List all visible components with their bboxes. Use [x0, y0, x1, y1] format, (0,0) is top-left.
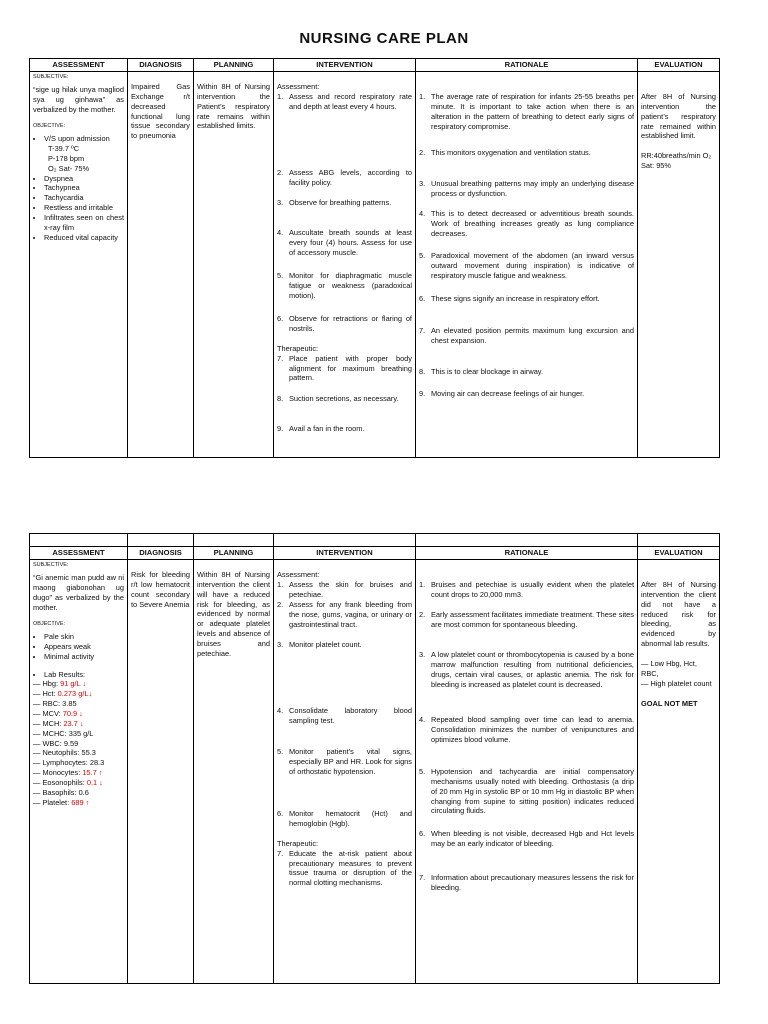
therapeutic-head: Therapeutic: — [277, 838, 319, 848]
planning-cell: Within 8H of Nursing intervention the client will have a reduced risk for bleeding, as evidenced by normal or adequate platelet levels and absence of bruises and petechiae. — [194, 560, 274, 984]
evaluation-text: After 8H of Nursing intervention the client did not have a reduced risk for bleeding, as evidenced by abnormal lab results. — [641, 580, 716, 649]
objective-item: • Reduced vital capacity — [44, 233, 124, 243]
vs-item — [44, 134, 124, 173]
lab-result-item: — MCV: 70.9 ↓ — [33, 709, 83, 718]
rationale-item: 4. This is to detect decreased or adventitious breath sounds. Work of breathing increases greatly as lung compliance decreases. — [419, 209, 634, 238]
diagnosis-cell: Risk for bleeding r/t low hematocrit count secondary to Severe Anemia — [128, 560, 194, 984]
evaluation-cell — [638, 560, 720, 984]
lab-value: 3.85 — [62, 699, 77, 709]
rationale-item: 9. Moving air can decrease feelings of air hunger. — [419, 389, 585, 399]
lab-name: Lymphocytes: — [42, 758, 90, 768]
lab-name: Hbg: — [42, 679, 61, 689]
subjective-label: SUBJECTIVE: — [33, 562, 69, 569]
lab-result-item: — Neutophils: 55.3 — [33, 748, 96, 758]
lab-result-item: — Basophils: 0.6 — [33, 787, 89, 797]
lab-name: MCV: — [42, 709, 63, 718]
lab-value: 55.3 — [81, 748, 96, 758]
assessment-cell — [30, 560, 128, 984]
objective-item: • Appears weak — [44, 642, 124, 652]
lab-name: Platelet: — [42, 797, 72, 807]
intervention-item: 4. Consolidate laboratory blood sampling test. — [277, 705, 412, 725]
objective-item: • Infiltrates seen on chest x-ray film — [44, 213, 124, 233]
lab-result-item: — Hct: 0.273 g/L↓ — [33, 689, 93, 699]
lab-value: 28.3 — [89, 758, 105, 768]
rationale-item: 5. Hypotension and tachycardia are initial compensatory mechanisms usually noted with bleeding. Orthostasis (a drip of 20 mm Hg in systolic BP or 10 mm Hg in diastolic BP when changing from supine to sitting position) indicates reduced circulating fluids. — [419, 767, 634, 816]
intervention-item: 2. Assess for any frank bleeding from the nose, gums, vagina, or urinary or gastrointestinal tract. — [277, 599, 412, 629]
lab-value: 15.7 ↑ — [82, 768, 103, 778]
lab-result-item: — Hbg: 91 g/L ↓ — [33, 679, 87, 689]
evaluation-list — [641, 659, 716, 689]
header-evaluation: EVALUATION — [638, 547, 720, 560]
lab-name: MCHC: — [42, 728, 69, 738]
intervention-item: 6. Observe for retractions or flaring of nostrils. — [277, 313, 412, 333]
care-plan-table-2 — [29, 533, 720, 984]
header-diagnosis: DIAGNOSIS — [128, 59, 194, 72]
lab-result-item: — RBC: 3.85 — [33, 699, 77, 709]
lab-value: 91 g/L ↓ — [60, 679, 87, 689]
objective-label: OBJECTIVE: — [33, 122, 66, 129]
lab-name: Monocytes: — [42, 768, 83, 778]
rationale-list — [419, 92, 634, 399]
objective-list — [33, 632, 124, 679]
objective-item: • Restless and irritable — [44, 203, 124, 213]
intervention-item: 3. Observe for breathing patterns. — [277, 197, 392, 207]
rationale-item: 7. Information about precautionary measures lessens the risk for bleeding. — [419, 873, 634, 892]
lab-name: Neutophils: — [42, 748, 82, 758]
intervention-item: 4. Auscultate breath sounds at least every four (4) hours. Assess for use of accessory muscle. — [277, 227, 412, 257]
vs-line: P-178 bpm — [48, 153, 85, 163]
intervention-item: 1. Assess the skin for bruises and petechiae. — [277, 579, 412, 599]
header-row — [30, 547, 720, 560]
intervention-item: 5. Monitor patient’s vital signs, especially BP and HR. Look for signs of orthostatic hypotension. — [277, 746, 412, 776]
header-row — [30, 59, 720, 72]
intervention-item: 9. Avail a fan in the room. — [277, 423, 365, 433]
rationale-item: 2. This monitors oxygenation and ventilation status. — [419, 148, 591, 158]
goal-status: GOAL NOT MET — [641, 698, 698, 708]
intervention-list — [277, 580, 412, 839]
lab-results-list — [33, 679, 124, 807]
lab-name: RBC: — [42, 699, 63, 709]
rationale-item: 1. The average rate of respiration for infants 25-55 breaths per minute. It is important to take action when there is an alteration in the pattern of breathing to detect early signs of respiratory compromise. — [419, 92, 634, 131]
rationale-list — [419, 580, 634, 893]
header-assessment: ASSESSMENT — [30, 547, 128, 560]
rationale-item: 2. Early assessment facilitates immediate treatment. These sites are most common for spontaneous bleeding. — [419, 610, 634, 629]
evaluation-item: — High platelet count — [641, 678, 712, 688]
lab-name: Hct: — [42, 689, 58, 699]
lab-result-item: — Monocytes: 15.7 ↑ — [33, 768, 103, 778]
subjective-label: SUBJECTIVE: — [33, 74, 69, 81]
plan-row — [30, 72, 720, 458]
lab-value: 335 g/L — [68, 728, 94, 738]
vs-line: T-39.7 ºC — [48, 144, 80, 154]
vs-head: V/S upon admission — [44, 134, 110, 144]
intervention-item: 7. Educate the at-risk patient about precautionary measures to prevent tissue trauma or disruption of the normal clotting mechanisms. — [277, 848, 412, 888]
care-plan-table-1 — [29, 58, 720, 458]
lab-name: MCH: — [42, 718, 64, 728]
rationale-item: 3. Unusual breathing patterns may imply an underlying disease process or dysfunction. — [419, 179, 634, 198]
rationale-item: 5. Paradoxical movement of the abdomen (an inward versus outward movement during inspiration) is indicative of respiratory muscle fatigue and weakness. — [419, 251, 634, 280]
objective-item: • Pale skin — [44, 632, 124, 642]
intervention-cell — [274, 560, 416, 984]
lab-name: WBC: — [42, 738, 64, 748]
header-intervention: INTERVENTION — [274, 59, 416, 72]
evaluation-cell — [638, 72, 720, 458]
intervention-item: 6. Monitor hematocrit (Hct) and hemoglobin (Hgb). — [277, 808, 412, 828]
lab-name: Eosonophils: — [42, 777, 87, 787]
objective-item: • Tachycardia — [44, 193, 124, 203]
intervention-item: 2. Assess ABG levels, according to facility policy. — [277, 167, 412, 187]
rationale-item: 6. These signs signify an increase in respiratory effort. — [419, 294, 600, 304]
therapeutic-list — [277, 354, 412, 434]
header-assessment: ASSESSMENT — [30, 59, 128, 72]
header-intervention: INTERVENTION — [274, 547, 416, 560]
evaluation-values: RR:40breaths/min O₂ Sat: 95% — [641, 151, 712, 171]
rationale-item: 3. A low platelet count or thrombocytopenia is caused by a bone marrow malfunction resulting from nutritional deficiencies, drugs, certain viral causes, or aplastic anemia. The risk for bleeding is increased as platelet count is decreased. — [419, 650, 634, 689]
blank-row — [30, 534, 720, 547]
therapeutic-head: Therapeutic: — [277, 343, 319, 353]
lab-head: • Lab Results: — [44, 670, 124, 680]
lab-value: 70.9 ↓ — [62, 709, 83, 718]
lab-result-item: — MCH: 23.7 ↓ — [33, 718, 84, 728]
objective-item: • Dyspnea — [44, 174, 124, 184]
page-title: NURSING CARE PLAN — [299, 30, 469, 47]
subjective-text: “sige ug hilak unya magliod sya ug ginhawa” as verbalized by the mother. — [33, 85, 124, 115]
rationale-item: 6. When bleeding is not visible, decreased Hgb and Hct levels may be an early indicator of bleeding. — [419, 829, 634, 848]
objective-item: • Tachypnea — [44, 183, 124, 193]
lab-result-item: — MCHC: 335 g/L — [33, 728, 94, 738]
intervention-item: 3. Monitor platelet count. — [277, 639, 362, 649]
rationale-item: 1. Bruises and petechiae is usually evident when the platelet count drops to 20,000 mm3. — [419, 580, 634, 599]
intervention-item: 8. Suction secretions, as necessary. — [277, 393, 399, 403]
header-evaluation: EVALUATION — [638, 59, 720, 72]
therapeutic-list — [277, 849, 412, 888]
lab-value: 0.1 ↓ — [86, 777, 103, 787]
evaluation-item: — Low Hbg, Hct, RBC, — [641, 659, 697, 678]
rationale-cell — [416, 72, 638, 458]
lab-value: 23.7 ↓ — [63, 718, 84, 728]
header-planning: PLANNING — [194, 59, 274, 72]
intervention-item: 5. Monitor for diaphragmatic muscle fatigue or weakness (paradoxical motion). — [277, 270, 412, 300]
rationale-item: 8. This is to clear blockage in airway. — [419, 367, 543, 377]
diagnosis-cell: Impaired Gas Exchange r/t decreased functional lung tissue secondary to pneumonia — [128, 72, 194, 458]
lab-result-item: — Lymphocytes: 28.3 — [33, 758, 105, 768]
intervention-head: Assessment: — [277, 570, 320, 580]
header-rationale: RATIONALE — [416, 59, 638, 72]
lab-result-item: — Eosonophils: 0.1 ↓ — [33, 777, 103, 787]
header-planning: PLANNING — [194, 547, 274, 560]
plan-row — [30, 560, 720, 984]
rationale-item: 7. An elevated position permits maximum lung excursion and chest expansion. — [419, 326, 634, 345]
planning-cell: Within 8H of Nursing intervention the Patient’s respiratory rate remains within established limits. — [194, 72, 274, 458]
lab-value: 0.6 — [78, 787, 89, 797]
vs-line: O₂ Sat- 75% — [48, 163, 90, 173]
rationale-cell — [416, 560, 638, 984]
lab-result-item: — WBC: 9.59 — [33, 738, 79, 748]
objective-list — [33, 134, 124, 242]
lab-result-item: — Platelet: 689 ↑ — [33, 797, 90, 807]
lab-value: 689 ↑ — [71, 797, 90, 807]
lab-name: Basophils: — [42, 787, 79, 797]
intervention-item: 1. Assess and record respiratory rate and depth at least every 4 hours. — [277, 91, 412, 111]
lab-value: 0.273 g/L↓ — [57, 689, 93, 699]
assessment-cell — [30, 72, 128, 458]
intervention-head: Assessment: — [277, 82, 320, 92]
intervention-item: 7. Place patient with proper body alignment for maximum breathing pattern. — [277, 353, 412, 383]
lab-value: 9.59 — [63, 738, 79, 748]
objective-label: OBJECTIVE: — [33, 620, 66, 627]
evaluation-text: After 8H of Nursing intervention the patient’s respiratory rate remained within established limit. — [641, 92, 716, 141]
header-rationale: RATIONALE — [416, 547, 638, 560]
rationale-item: 4. Repeated blood sampling over time can lead to anemia. Consolidation minimizes the number of venipunctures and optimizes blood volume. — [419, 715, 634, 744]
objective-item: • Minimal activity — [44, 652, 124, 662]
header-diagnosis: DIAGNOSIS — [128, 547, 194, 560]
intervention-cell — [274, 72, 416, 458]
intervention-list — [277, 92, 412, 344]
subjective-text: “Gi anemic man pudd aw ni maong giabonohan ug dugo” as verbalized by the mother. — [33, 573, 124, 612]
